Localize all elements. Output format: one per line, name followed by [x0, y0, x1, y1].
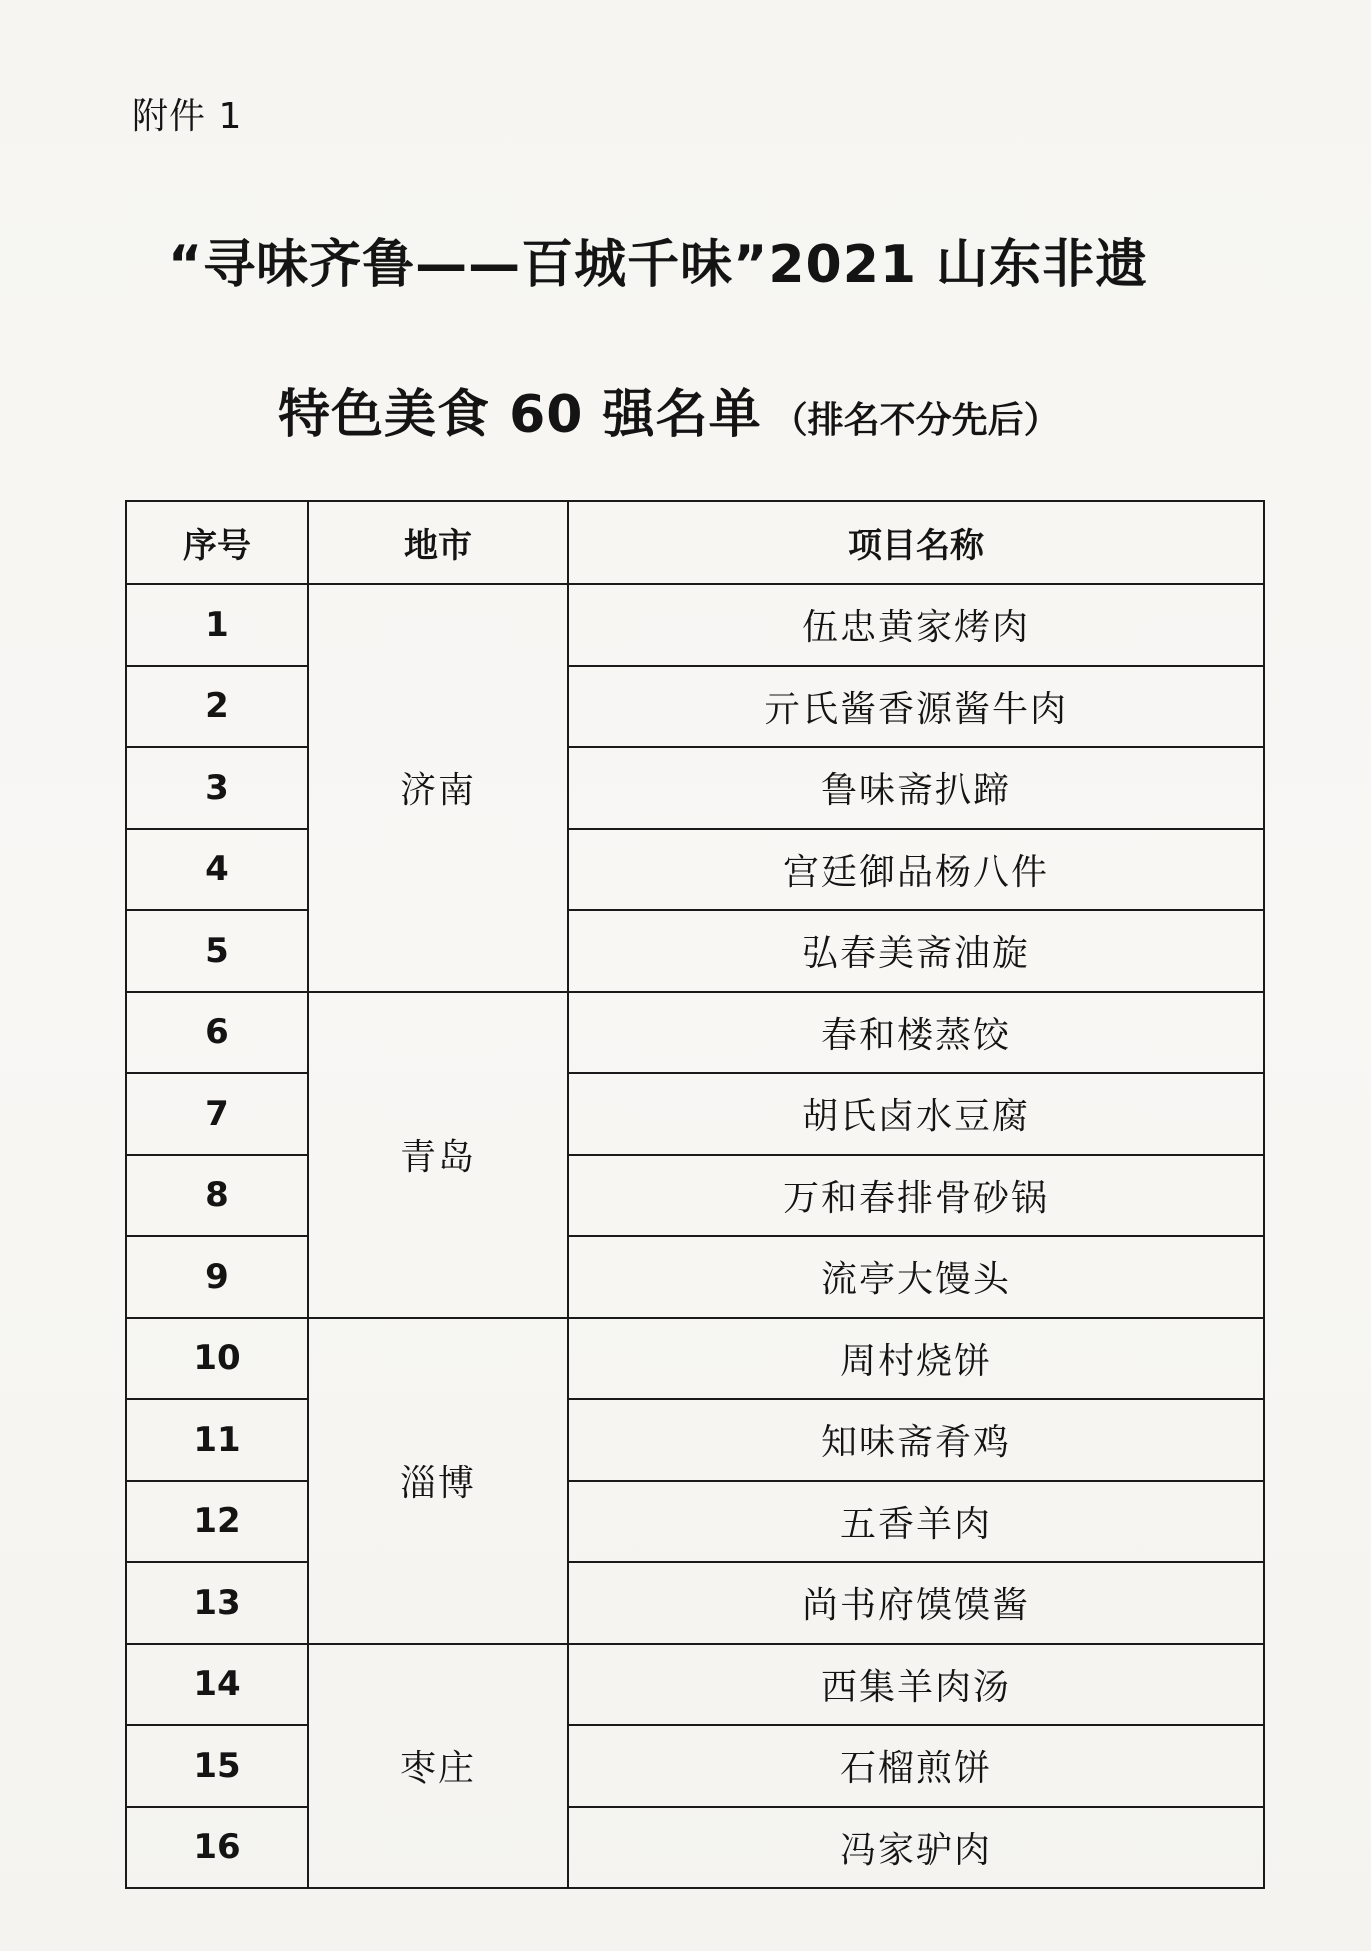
item-name: 西集羊肉汤	[568, 1644, 1264, 1726]
table-row	[126, 992, 1264, 1074]
row-number: 11	[126, 1399, 308, 1481]
food-list-table	[125, 500, 1265, 1889]
row-number: 1	[126, 584, 308, 666]
table-row	[126, 1073, 1264, 1155]
table-row	[126, 666, 1264, 748]
row-number: 5	[126, 910, 308, 992]
table-row	[126, 1155, 1264, 1237]
table-row	[126, 1725, 1264, 1807]
item-name: 周村烧饼	[568, 1318, 1264, 1400]
table-row	[126, 747, 1264, 829]
table-row	[126, 584, 1264, 666]
item-name: 五香羊肉	[568, 1481, 1264, 1563]
row-number: 7	[126, 1073, 308, 1155]
document-title-main: 特色美食 60 强名单	[278, 385, 762, 445]
item-name: 流亭大馒头	[568, 1236, 1264, 1318]
item-name: 亓氏酱香源酱牛肉	[568, 666, 1264, 748]
table-row	[126, 1807, 1264, 1889]
row-number: 3	[126, 747, 308, 829]
ranking-note: （排名不分先后）	[771, 400, 1060, 441]
row-number: 10	[126, 1318, 308, 1400]
table-row	[126, 1318, 1264, 1400]
row-number: 15	[126, 1725, 308, 1807]
item-name: 伍忠黄家烤肉	[568, 584, 1264, 666]
table-header-row	[126, 501, 1264, 584]
header-city: 地市	[308, 501, 568, 584]
row-number: 2	[126, 666, 308, 748]
row-number: 13	[126, 1562, 308, 1644]
table-row	[126, 829, 1264, 911]
row-number: 8	[126, 1155, 308, 1237]
item-name: 春和楼蒸饺	[568, 992, 1264, 1074]
header-no: 序号	[126, 501, 308, 584]
document-title-line2	[278, 372, 1060, 447]
table-row	[126, 1399, 1264, 1481]
item-name: 尚书府馍馍酱	[568, 1562, 1264, 1644]
row-number: 14	[126, 1644, 308, 1726]
city-cell: 枣庄	[308, 1644, 568, 1889]
table-row	[126, 1481, 1264, 1563]
city-cell: 青岛	[308, 992, 568, 1318]
item-name: 宫廷御品杨八件	[568, 829, 1264, 911]
item-name: 胡氏卤水豆腐	[568, 1073, 1264, 1155]
table-row	[126, 1236, 1264, 1318]
table-row	[126, 910, 1264, 992]
header-name: 项目名称	[568, 501, 1264, 584]
row-number: 4	[126, 829, 308, 911]
row-number: 6	[126, 992, 308, 1074]
item-name: 弘春美斋油旋	[568, 910, 1264, 992]
row-number: 12	[126, 1481, 308, 1563]
city-cell: 淄博	[308, 1318, 568, 1644]
city-cell: 济南	[308, 584, 568, 992]
item-name: 鲁味斋扒蹄	[568, 747, 1264, 829]
item-name: 知味斋肴鸡	[568, 1399, 1264, 1481]
table-body	[126, 584, 1264, 1888]
table-row	[126, 1644, 1264, 1726]
table-row	[126, 1562, 1264, 1644]
attachment-label: 附件 1	[132, 96, 243, 137]
row-number: 16	[126, 1807, 308, 1889]
document-title-line1: “寻味齐鲁——百城千味”2021 山东非遗	[168, 235, 1149, 295]
item-name: 石榴煎饼	[568, 1725, 1264, 1807]
item-name: 万和春排骨砂锅	[568, 1155, 1264, 1237]
item-name: 冯家驴肉	[568, 1807, 1264, 1889]
row-number: 9	[126, 1236, 308, 1318]
